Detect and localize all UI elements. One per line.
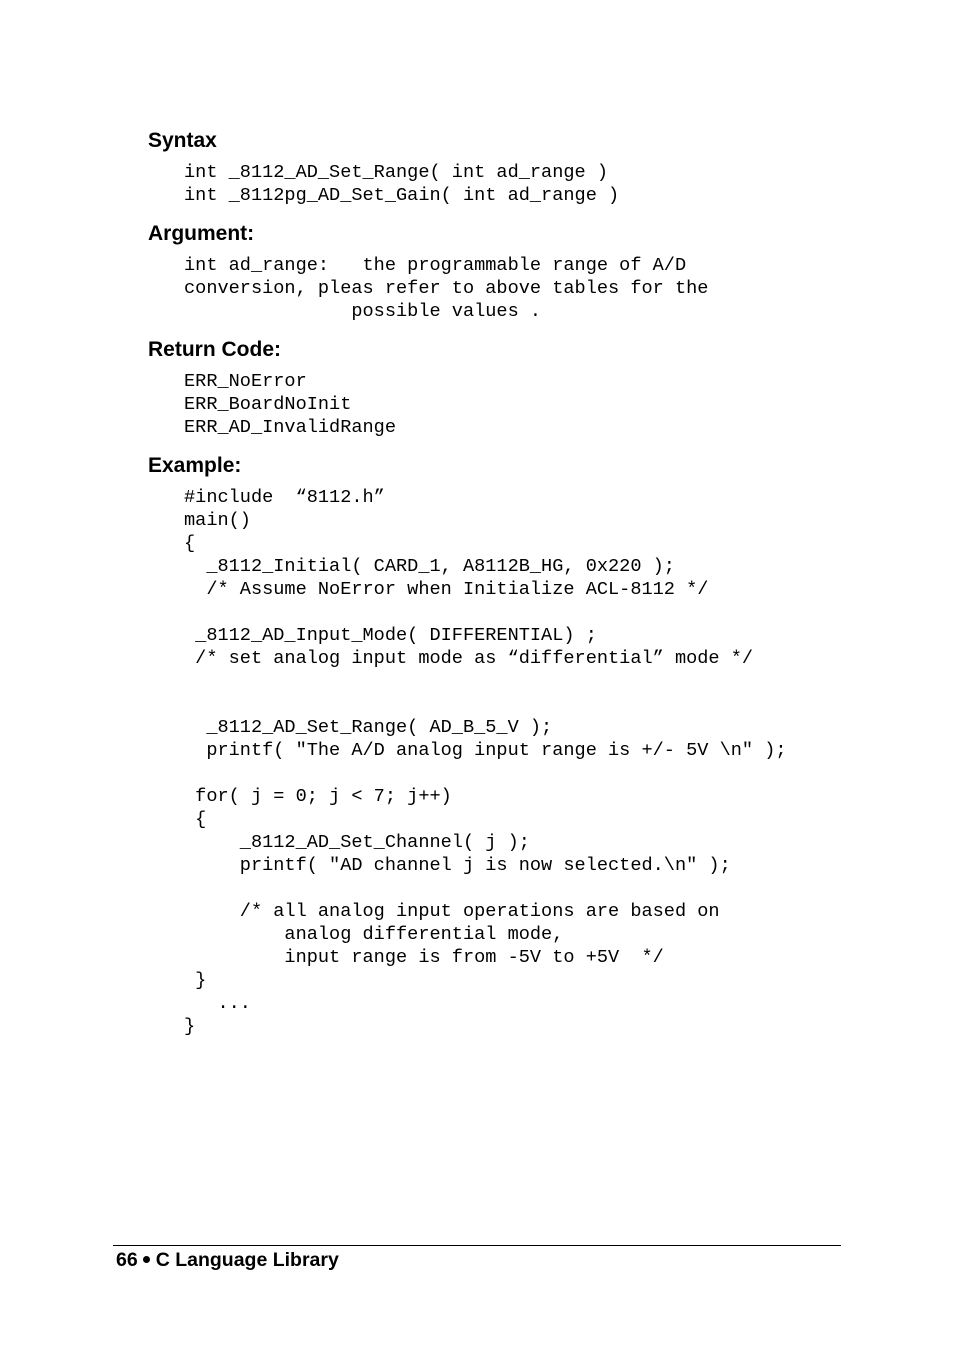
page-number: 66 [116,1249,138,1271]
example-code-block [184,486,787,1038]
code-line: ERR_BoardNoInit [184,394,352,415]
code-line [184,877,787,900]
code-line: printf( "AD channel j is now selected.\n" ); [184,855,731,876]
code-line: _8112_AD_Set_Range( AD_B_5_V ); [184,717,553,738]
code-line: ERR_AD_InvalidRange [184,417,397,438]
code-line: #include “8112.h” [184,487,385,508]
code-line: _8112_Initial( CARD_1, A8112B_HG, 0x220 ); [184,556,675,577]
code-line: input range is from -5V to +5V */ [184,947,664,968]
code-line: { [184,809,207,830]
return-code-block [184,370,396,439]
code-line [184,670,787,693]
code-line [184,762,787,785]
code-line [184,693,787,716]
code-line: int _8112pg_AD_Set_Gain( int ad_range ) [184,185,620,206]
code-line: { [184,533,196,554]
code-line [184,601,787,624]
code-line: ... [184,993,251,1014]
code-line: int _8112_AD_Set_Range( int ad_range ) [184,162,609,183]
syntax-heading: Syntax [148,129,217,152]
argument-heading: Argument: [148,222,255,245]
code-line: /* Assume NoError when Initialize ACL-8112 */ [184,579,709,600]
code-line: ERR_NoError [184,371,307,392]
footer-title: C Language Library [155,1249,339,1271]
code-line: printf( "The A/D analog input range is +/- 5V \n" ); [184,740,787,761]
code-line: /* set analog input mode as “differential” mode */ [184,648,754,669]
code-line: int ad_range: the programmable range of A/D [184,255,687,276]
footer-rule [113,1245,841,1246]
example-heading: Example: [148,454,242,477]
code-line: main() [184,510,251,531]
syntax-code-block [184,161,619,207]
code-line: for( j = 0; j < 7; j++) [184,786,452,807]
code-line: } [184,970,207,991]
code-line: } [184,1016,196,1037]
code-line: conversion, pleas refer to above tables for the [184,278,709,299]
code-line: _8112_AD_Input_Mode( DIFFERENTIAL) ; [184,625,597,646]
code-line: possible values . [184,301,542,322]
return-code-heading: Return Code: [148,338,281,361]
code-line: _8112_AD_Set_Channel( j ); [184,832,530,853]
code-line: /* all analog input operations are based on [184,901,720,922]
bullet-icon [143,1256,150,1263]
page-footer [116,1248,339,1272]
argument-code-block [184,254,708,323]
code-line: analog differential mode, [184,924,564,945]
